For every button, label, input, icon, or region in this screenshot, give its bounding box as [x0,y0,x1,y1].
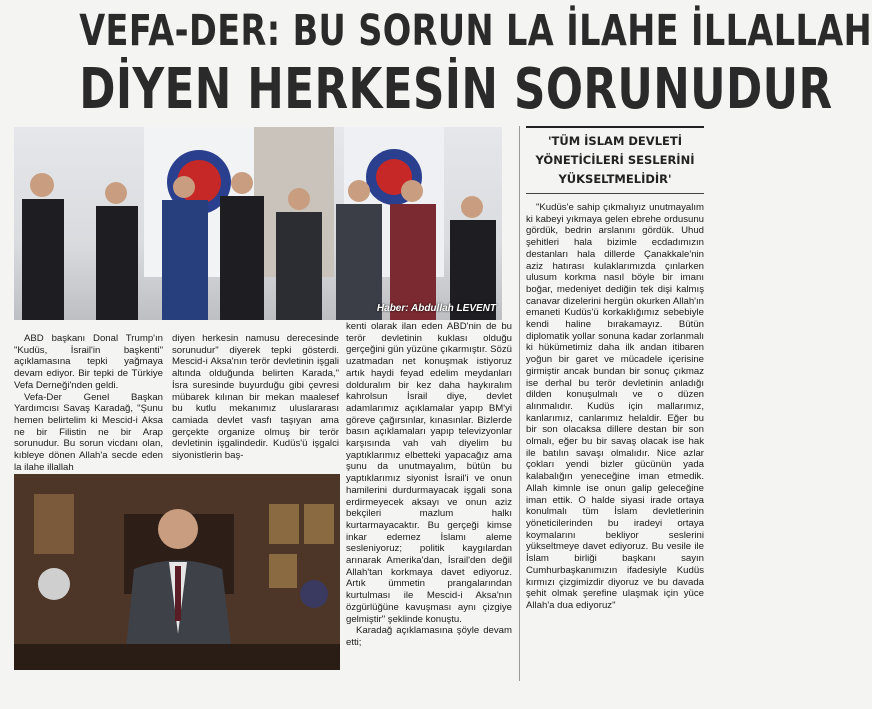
article-column-2 [172,333,339,462]
paragraph: diyen herkesin namusu derecesinde sorunudur" diyerek tepki gösterdi. Mescid-i Aksa'nın terör devletinin işgali altında olduğunda belirten Karada," İsra suresinde buyurduğu gibi çevresi mübarek kılınan bir mekan maalesef bu kutlu mekanımız uluslararası camiada devlet vasfı taşıyan ama gerçekte organize olmuş bir terör devletinin işgalindedir. Kudüs'ü işgalci siyonistlerin baş- [172,333,339,462]
paragraph: Karadağ açıklamasına şöyle devam etti; [346,625,512,648]
sidebar-heading: 'TÜM İSLAM DEVLETİ YÖNETİCİLERİ SESLERİNİ YÜKSELTMELİDİR' [526,126,704,194]
headline-line-2: DİYEN HERKESİN SORUNUDUR [79,57,833,122]
group-photo [14,127,502,320]
paragraph: Vefa-Der Genel Başkan Yardımcısı Savaş Karadağ, "Şunu hemen belirtelim ki Mescid-i Aksa ne bir Filistin ne bir Arap sorunudur. Bu sorun vicdanı olan, kıbleye dönen Allah'a secde eden la ilahe illallah [14,391,163,473]
paragraph: kenti olarak ilan eden ABD'nin de bu terör devletinin kuklası olduğu gerçeğini gün yüzüne çıkarmıştır. Sözü uzatmadan net konuşmak istiyoruz artık haydi feyad edelim meydanları dolduralım bir kez daha haykıralım kahrolsun İsrail diye, devlet adamlarımız açıklamalar yapıp BM'yi göreve çağırsınlar, kınasınlar. Bizlerde basın açıklamaları yapıp televizyonlar karşısında vah vah diyelim bu yaptıklarımız elbetteki yapacağız ama şunu da unutmayalım, bütün bu yaptıklarımız siyonist İsrail'i ve onun hamilerini durdurmayacak işgali sona erdirmeyecek aksayı ve onun aziz bekçileri mazlum halkı kurtarmayacaktır. Bu gerçeği kimse inkar edemez İslamı aleme sesleniyoruz; politik kaygılardan arınarak Amerika'dan, İsrail'den değil Allah'tan korkmaya davet ediyoruz. Artık ümmetin prangalarından kurtulması ile Mescid-i Aksa'nın özgürlüğüne kavuşması aynı çizgiye gelmiştir" şeklinde konuştu. [346,321,512,625]
paragraph: ABD başkanı Donal Trump'ın "Kudüs, İsrail'in başkenti" açıklamasına tepki yağmaya devam ediyor. Bir tepki de Türkiye Vefa Derneği'nden geldi. [14,333,163,391]
article-column-4 [526,202,704,612]
group-photo-illustration [14,127,502,320]
photo-caption: Haber: Abdullah LEVENT [376,303,496,314]
portrait-photo-illustration [14,474,340,670]
article-column-3 [346,321,512,649]
portrait-photo [14,474,340,670]
paragraph: "Kudüs'e sahip çıkmalıyız unutmayalım ki kabeyi yıkmaya gelen ebrehe ordusunu gördük, bedrin arslanını gördük. Uhud şehitleri hala bizimle ecdadımızın destanları hala dillerde Çanakkale'nin aziz hatırası kulaklarımızda çınlarken ulusum korkma nasıl böyle bir imanı boğar, medeniyet dediğin tek dişi kalmış canavar dizelerini hergün okurken Allah'ın emaneti Kudüs'ü korkaklığımız sebebiyle kendi haline bırakamayız. Bütün diplomatik yollar sonuna kadar zorlanmalı ki hükümetimiz daha ilk andan itibaren yoğun bir garet ve mücadele içerisine girmiştir ancak bundan bir sonuç çıkmaz ise derhal bu terör devletinin anladığı dilden konuşulmalı ve o düzen alınmalıdır. Kudüs için mallarımız, kanlarımız, canlarımız helaldir. Eğer bu bir son olacaksa dillere destan bir son olmalı, eğer bu bir savaş olacak ise hak ile batılın savaşı olmalıdır. Nice azlar çokları yendi bizler gücünün yada kalabalığın yeneceğine iman etmedik. Allah kimnle ise onun galip geleceğine iman ettik. O halde siyasi irade ortaya konulmalı tüm İslam devletlerinin yöneticilerinden bu iradeyi ortaya koymalarını bekliyor seslerini yükseltmeye davet ediyoruz. Bu vesile ile İslam birliği başkanı sayın Cumhurbaşkanımızın ifadesiyle Kudüs kırmızı çizgimizdir diyoruz ve bu davada şehit olmak şerefine ulaşmak için yüce Allah'a dua ediyoruz" [526,202,704,611]
article-column-1 [14,333,163,473]
column-rule [519,126,520,681]
headline-line-1: VEFA-DER: BU SORUN LA İLAHE İLLALLAH [79,6,872,56]
